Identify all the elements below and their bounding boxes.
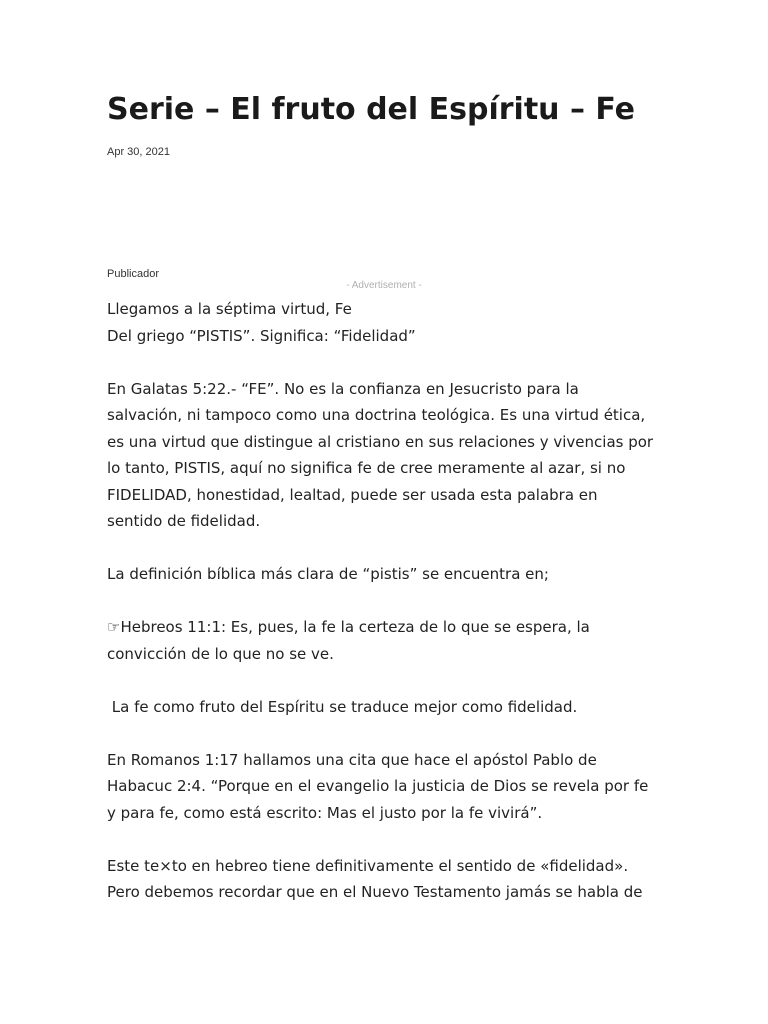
paragraph-line: sentido de fidelidad. [107, 512, 261, 530]
paragraph-line: En Romanos 1:17 hallamos una cita que hace el apóstol Pablo de [107, 750, 597, 769]
paragraph-line: convicción de lo que no se ve. [107, 644, 334, 663]
paragraph-romanos [107, 747, 667, 827]
paragraph-line: ☞Hebreos 11:1: Es, pues, la fe la certeza de lo que se espera, la [107, 618, 590, 636]
paragraph-line: lo tanto, PISTIS, aquí no significa fe de cree meramente al azar, si no [107, 459, 626, 477]
paragraph-hebreo [107, 853, 667, 906]
paragraph-line: Pero debemos recordar que en el Nuevo Testamento jamás se habla de [107, 883, 643, 901]
paragraph-line: y para fe, como está escrito: Mas el justo por la fe vivirá”. [107, 803, 543, 822]
paragraph-fruto [107, 694, 667, 721]
article-title: Serie – El fruto del Espíritu – Fe [107, 92, 636, 127]
publisher-label: Publicador [107, 268, 159, 280]
paragraph-definition [107, 561, 667, 588]
paragraph-line: salvación, ni tampoco como una doctrina teológica. Es una virtud ética, [107, 406, 646, 424]
paragraph-line: La fe como fruto del Espíritu se traduce mejor como fidelidad. [107, 697, 578, 716]
article-body [107, 296, 667, 932]
paragraph-hebreos [107, 614, 667, 667]
paragraph-line: En Galatas 5:22.- “FE”. No es la confianza en Jesucristo para la [107, 379, 579, 398]
paragraph-line: Llegamos a la séptima virtud, Fe [107, 300, 352, 318]
paragraph-line: La definición bíblica más clara de “pistis” se encuentra en; [107, 565, 549, 583]
paragraph-line: FIDELIDAD, honestidad, lealtad, puede ser usada esta palabra en [107, 485, 598, 504]
paragraph-line: Este te×to en hebreo tiene definitivamente el sentido de «fidelidad». [107, 856, 629, 875]
paragraph-line: Habacuc 2:4. “Porque en el evangelio la justicia de Dios se revela por fe [107, 777, 649, 795]
paragraph-line: Del griego “PISTIS”. Significa: “Fidelidad” [107, 326, 416, 345]
publish-date: Apr 30, 2021 [107, 146, 170, 158]
paragraph-line: es una virtud que distingue al cristiano en sus relaciones y vivencias por [107, 432, 654, 451]
paragraph-virtue-intro [107, 296, 667, 349]
paragraph-galatas [107, 376, 667, 535]
advertisement-label: - Advertisement - [346, 280, 422, 291]
